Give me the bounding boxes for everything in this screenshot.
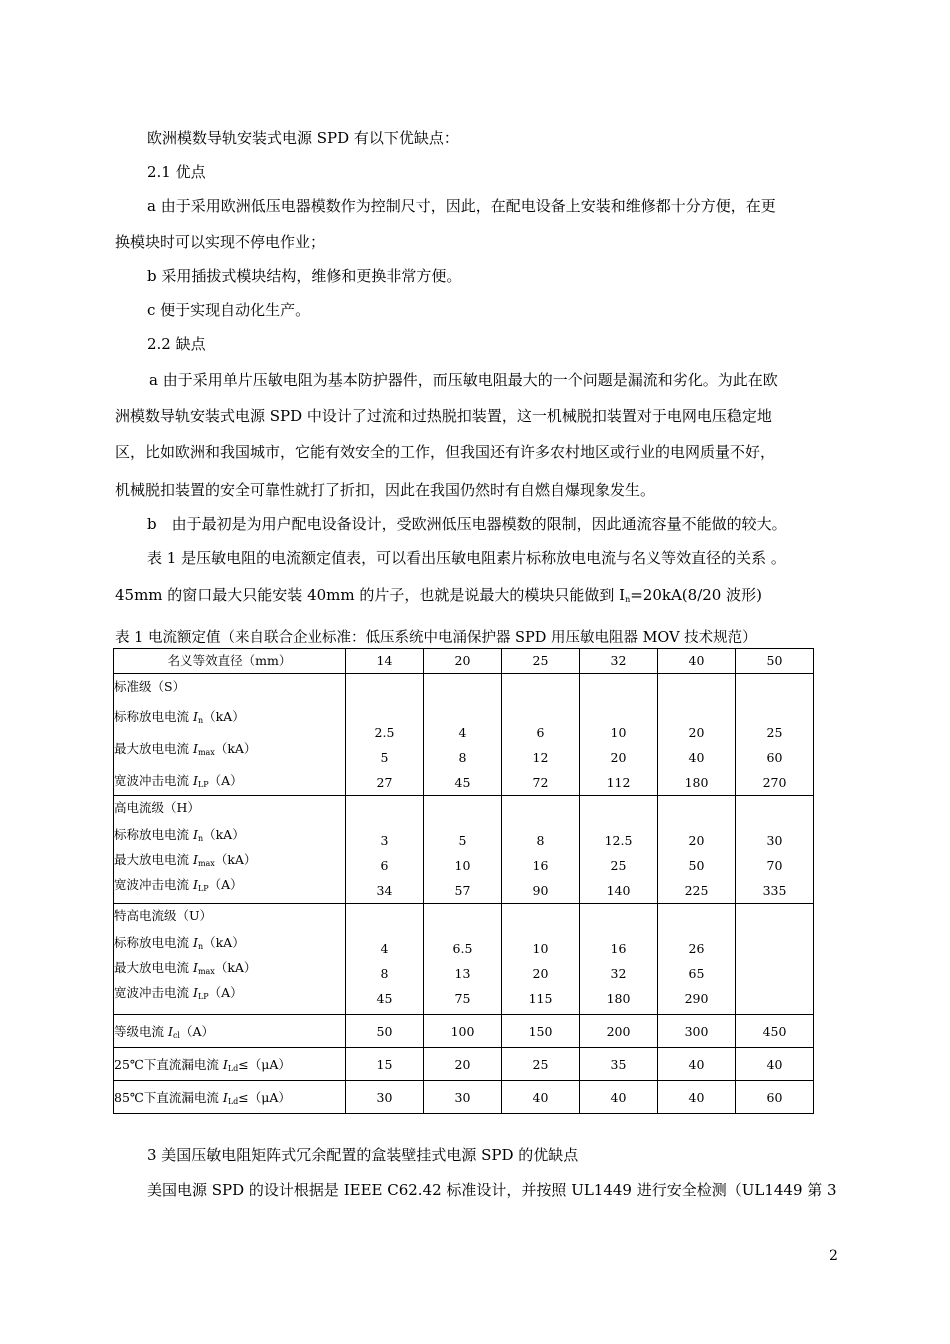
cell-value: [736, 986, 813, 1011]
cell-value: 34: [376, 883, 393, 898]
header-diameter: 14: [376, 653, 393, 668]
disadvantage-b: b 由于最初是为用户配电设备设计，受欧洲低压电器模数的限制，因此通流容量不能做的较大。: [147, 515, 787, 533]
cell-value: 4: [380, 941, 389, 956]
cell-value: 10: [454, 858, 471, 873]
cell-value: 6.5: [452, 941, 473, 956]
cell-value: 45: [454, 775, 471, 790]
cell-value: 60: [736, 1081, 814, 1114]
cell-value: 35: [580, 1048, 658, 1081]
header-diameter-label: 名义等效直径（mm）: [167, 653, 292, 668]
disadvantage-a-line3: 区，比如欧洲和我国城市，它能有效安全的工作，但我国还有许多农村地区或行业的电网质量不好，: [115, 443, 776, 461]
cell-value: 6: [380, 858, 389, 873]
cell-value: 5: [380, 750, 389, 765]
cell-value: 90: [532, 883, 549, 898]
advantage-a-line2: 换模块时可以实现不停电作业；: [115, 233, 326, 251]
cell-value: 50: [688, 858, 705, 873]
cell-value: 26: [688, 941, 705, 956]
row-label-ilp: 宽波冲击电流 $I_{LP}(A)$: [114, 985, 243, 1001]
page-number: 2: [829, 1248, 838, 1264]
cell-value: 20: [424, 1048, 502, 1081]
cell-value: 16: [532, 858, 549, 873]
cell-value: 12.5: [604, 833, 633, 848]
cell-value: 225: [684, 883, 709, 898]
cell-value: 10: [532, 941, 549, 956]
cell-value: 20: [688, 833, 705, 848]
cell-value: 10: [610, 725, 627, 740]
disadvantage-a-line2: 洲模数导轨安装式电源 SPD 中设计了过流和过热脱扣装置，这一机械脱扣装置对于电网电压稳定地: [115, 407, 772, 425]
paragraph-intro: 欧洲模数导轨安装式电源 SPD 有以下优缺点：: [147, 129, 459, 147]
cell-value: 20: [610, 750, 627, 765]
cell-value: [736, 936, 813, 961]
cell-value: 30: [766, 833, 783, 848]
cell-value: 30: [424, 1081, 502, 1114]
cell-value: 8: [458, 750, 467, 765]
cell-value: 40: [736, 1048, 814, 1081]
table-intro-line2: 45mm 的窗口最大只能安装 40mm 的片子，也就是说最大的模块只能做到 $I_n=20kA(8/20$ 波形): [115, 586, 762, 604]
row-label-in: 标称放电电流 $I_n(kA)$: [114, 935, 245, 951]
cell-value: 112: [606, 775, 631, 790]
cell-value: 2.5: [374, 725, 395, 740]
header-diameter: 40: [688, 653, 705, 668]
cell-value: 12: [532, 750, 549, 765]
advantage-a-line1: a 由于采用欧洲低压电器模数作为控制尺寸，因此，在配电设备上安装和维修都十分方便，在更: [147, 197, 776, 215]
cell-value: 115: [528, 991, 553, 1006]
group-name-standard: 标准级（S）: [114, 679, 186, 694]
disadvantage-a-line1: a 由于采用单片压敏电阻为基本防护器件，而压敏电阻最大的一个问题是漏流和劣化。为此在欧: [149, 371, 778, 389]
cell-value: 25: [766, 725, 783, 740]
cell-value: 335: [762, 883, 787, 898]
cell-value: 20: [688, 725, 705, 740]
advantage-c: c 便于实现自动化生产。: [147, 301, 311, 319]
section-3-paragraph: 美国电源 SPD 的设计根据是 IEEE C62.42 标准设计，并按照 UL1449 进行安全检测（UL1449 第 3: [147, 1181, 837, 1199]
cell-value: 290: [684, 991, 709, 1006]
cell-value: 32: [610, 966, 627, 981]
section-3-heading: 3 美国压敏电阻矩阵式冗余配置的盒装壁挂式电源 SPD 的优缺点: [147, 1146, 579, 1164]
cell-value: 180: [606, 991, 631, 1006]
cell-value: 4: [458, 725, 467, 740]
cell-value: 200: [580, 1015, 658, 1048]
cell-value: 5: [458, 833, 467, 848]
heading-disadvantages: 2.2 缺点: [147, 335, 206, 353]
table-row-ultra: [114, 904, 814, 1015]
cell-value: 40: [658, 1081, 736, 1114]
row-label-ilp: 宽波冲击电流 $I_{LP}(A)$: [114, 773, 243, 789]
cell-value: 100: [424, 1015, 502, 1048]
cell-value: 150: [502, 1015, 580, 1048]
row-label-imax: 最大放电电流 $I_{max}(kA)$: [114, 960, 257, 976]
cell-value: 20: [532, 966, 549, 981]
cell-value: 65: [688, 966, 705, 981]
cell-value: 15: [346, 1048, 424, 1081]
cell-value: 270: [762, 775, 787, 790]
cell-value: 450: [736, 1015, 814, 1048]
row-label-ilp: 宽波冲击电流 $I_{LP}(A)$: [114, 877, 243, 893]
header-diameter: 50: [766, 653, 783, 668]
advantage-b: b 采用插拔式模块结构，维修和更换非常方便。: [147, 267, 462, 285]
cell-value: 45: [376, 991, 393, 1006]
table-row-grade-current: [114, 1015, 814, 1048]
cell-value: 180: [684, 775, 709, 790]
row-label-imax: 最大放电电流 $I_{max}(kA)$: [114, 852, 257, 868]
cell-value: 72: [532, 775, 549, 790]
table-intro-line1: 表 1 是压敏电阻的电流额定值表，可以看出压敏电阻素片标称放电电流与名义等效直径的关系 。: [147, 549, 786, 567]
cell-value: 3: [380, 833, 389, 848]
cell-value: 40: [688, 750, 705, 765]
cell-value: 8: [380, 966, 389, 981]
table-header-row: [114, 649, 814, 674]
header-diameter: 32: [610, 653, 627, 668]
header-diameter: 25: [532, 653, 549, 668]
cell-value: 40: [580, 1081, 658, 1114]
row-label-in: 标称放电电流 $I_n(kA)$: [114, 827, 245, 843]
cell-value: 8: [536, 833, 545, 848]
row-label-imax: 最大放电电流 $I_{max}(kA)$: [114, 741, 257, 757]
row-label-ild-85: 85℃下直流漏电流 $I_{Ld}\le(\mu A)$: [114, 1090, 291, 1106]
table-row-leakage-85c: [114, 1081, 814, 1114]
disadvantage-a-line4: 机械脱扣装置的安全可靠性就打了折扣，因此在我国仍然时有自燃自爆现象发生。: [115, 481, 656, 499]
table-row-standard: [114, 674, 814, 796]
table-row-leakage-25c: [114, 1048, 814, 1081]
cell-value: 57: [454, 883, 471, 898]
table-caption: 表 1 电流额定值（来自联合企业标准：低压系统中电涌保护器 SPD 用压敏电阻器 MOV 技术规范）: [115, 630, 757, 646]
row-label-icl: 等级电流 $I_{cl}(A)$: [114, 1024, 215, 1040]
cell-value: 300: [658, 1015, 736, 1048]
cell-value: [736, 961, 813, 986]
group-name-ultra: 特高电流级（U）: [114, 908, 213, 923]
cell-value: 40: [502, 1081, 580, 1114]
cell-value: 25: [502, 1048, 580, 1081]
cell-value: 13: [454, 966, 471, 981]
row-label-in: 标称放电电流 $I_n(kA)$: [114, 709, 245, 725]
group-name-high: 高电流级（H）: [114, 800, 200, 815]
cell-value: 60: [766, 750, 783, 765]
heading-advantages: 2.1 优点: [147, 163, 206, 181]
cell-value: 27: [376, 775, 393, 790]
cell-value: 30: [346, 1081, 424, 1114]
cell-value: 75: [454, 991, 471, 1006]
cell-value: 25: [610, 858, 627, 873]
header-diameter: 20: [454, 653, 471, 668]
cell-value: 50: [346, 1015, 424, 1048]
cell-value: 16: [610, 941, 627, 956]
table-row-high: [114, 796, 814, 904]
cell-value: 70: [766, 858, 783, 873]
row-label-ild-25: 25℃下直流漏电流 $I_{Ld}\le(\mu A)$: [114, 1057, 291, 1073]
cell-value: 140: [606, 883, 631, 898]
cell-value: 6: [536, 725, 545, 740]
cell-value: 40: [658, 1048, 736, 1081]
current-rating-table: [113, 648, 814, 1114]
